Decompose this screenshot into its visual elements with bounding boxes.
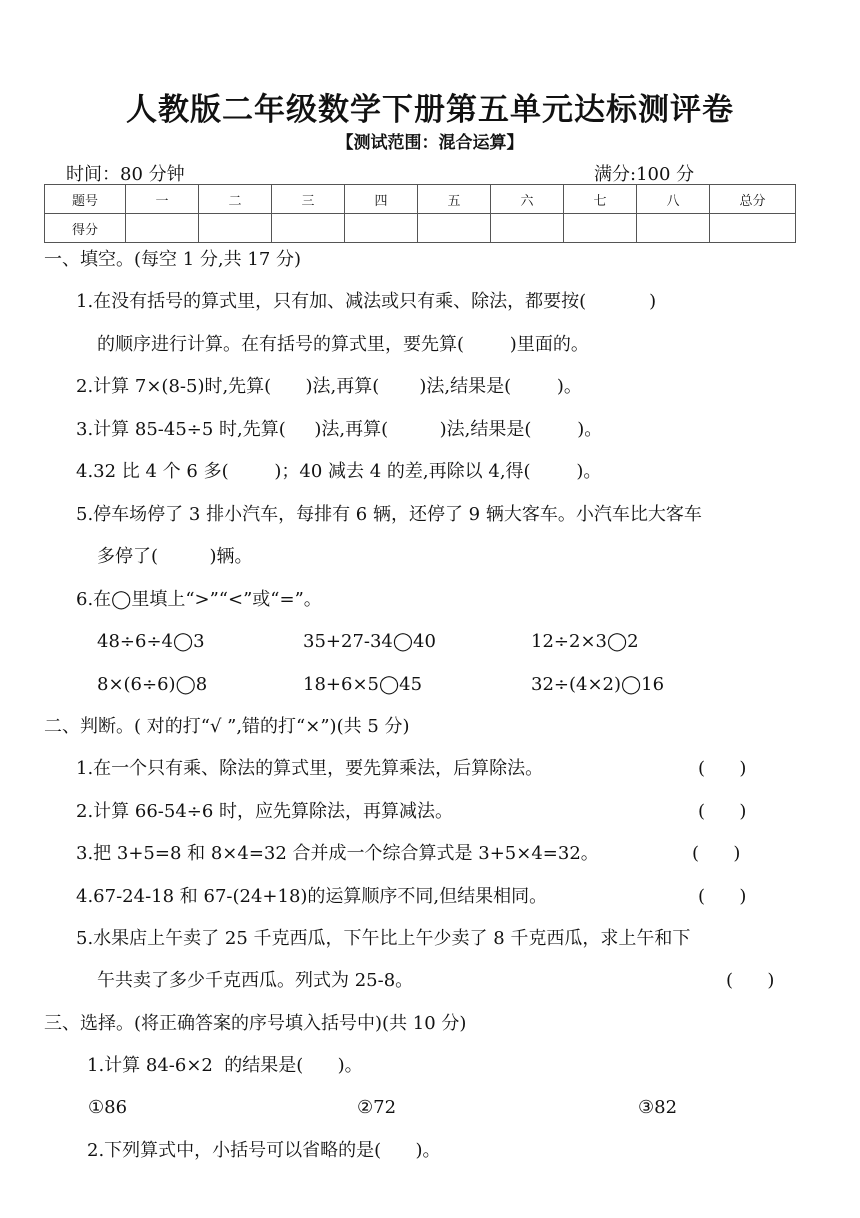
s2-question-1: 1.在一个只有乘、除法的算式里，要先算乘法，后算除法。 [76,758,544,779]
answer-paren[interactable]: ( ) [698,886,747,907]
s2-question-3: 3.把 3+5=8 和 8×4=32 合并成一个综合算式是 3+5×4=32。 [76,843,599,864]
s2-question-4: 4.67-24-18 和 67-(24+18)的运算顺序不同,但结果相同。 [76,886,548,907]
score-row-label: 得分 [45,214,126,243]
score-input-cell[interactable] [345,214,418,243]
section1-heading: 一、填空。(每空 1 分,共 17 分) [44,249,302,270]
score-input-cell[interactable] [272,214,345,243]
section2-heading: 二、判断。( 对的打“√ ”,错的打“×”)(共 5 分) [44,716,410,737]
option-2[interactable]: ②72 [357,1097,397,1118]
score-input-cell[interactable] [418,214,491,243]
s1-question-3: 3.计算 85-45÷5 时,先算( )法,再算( )法,结果是( )。 [76,419,603,440]
table-header-cell: 五 [418,185,491,214]
s1-question-4: 4.32 比 4 个 6 多( )；40 减去 4 的差,再除以 4,得( )。 [76,461,602,482]
s1-question-5-cont: 多停了( )辆。 [97,546,253,567]
table-header-cell: 七 [564,185,637,214]
s2-question-5-cont: 午共卖了多少千克西瓜。列式为 25-8。 [97,970,414,991]
compare-item: 35+27-34◯40 [303,631,436,652]
compare-item: 12÷2×3◯2 [531,631,639,652]
table-header-cell: 六 [491,185,564,214]
table-header-cell: 总分 [710,185,796,214]
score-input-cell[interactable] [564,214,637,243]
time-label: 时间：80 分钟 [66,164,185,185]
score-table-header-row [45,185,796,214]
score-table-score-row [45,214,796,243]
table-header-cell: 八 [637,185,710,214]
compare-item: 18+6×5◯45 [303,674,423,695]
table-header-cell: 三 [272,185,345,214]
compare-item: 32÷(4×2)◯16 [531,674,665,695]
table-header-cell: 题号 [45,185,126,214]
table-header-cell: 二 [199,185,272,214]
compare-item: 48÷6÷4◯3 [97,631,205,652]
test-scope-subtitle: 【测试范围：混合运算】 [336,133,524,153]
s1-question-5: 5.停车场停了 3 排小汽车，每排有 6 辆，还停了 9 辆大客车。小汽车比大客车 [76,504,702,525]
answer-paren[interactable]: ( ) [698,801,747,822]
score-input-cell[interactable] [199,214,272,243]
s1-question-1: 1.在没有括号的算式里，只有加、减法或只有乘、除法，都要按( ) [76,291,657,312]
score-input-cell[interactable] [491,214,564,243]
page-title: 人教版二年级数学下册第五单元达标测评卷 [126,92,734,128]
answer-paren[interactable]: ( ) [698,758,747,779]
table-header-cell: 四 [345,185,418,214]
s3-question-2: 2.下列算式中，小括号可以省略的是( )。 [87,1140,441,1161]
s1-question-2: 2.计算 7×(8-5)时,先算( )法,再算( )法,结果是( )。 [76,376,582,397]
compare-item: 8×(6÷6)◯8 [97,674,208,695]
s2-question-2: 2.计算 66-54÷6 时，应先算除法，再算减法。 [76,801,454,822]
answer-paren[interactable]: ( ) [692,843,741,864]
s2-question-5: 5.水果店上午卖了 25 千克西瓜，下午比上午少卖了 8 千克西瓜，求上午和下 [76,928,691,949]
score-input-cell[interactable] [126,214,199,243]
s1-question-1-cont: 的顺序进行计算。在有括号的算式里，要先算( )里面的。 [97,334,589,355]
s1-question-6: 6.在◯里填上“>”“<”或“=”。 [76,589,322,610]
answer-paren[interactable]: ( ) [726,970,775,991]
full-score-label: 满分:100 分 [594,164,695,185]
section3-heading: 三、选择。(将正确答案的序号填入括号中)(共 10 分) [44,1013,467,1034]
table-header-cell: 一 [126,185,199,214]
option-3[interactable]: ③82 [638,1097,678,1118]
score-input-cell[interactable] [710,214,796,243]
option-1[interactable]: ①86 [88,1097,128,1118]
score-input-cell[interactable] [637,214,710,243]
s3-question-1: 1.计算 84-6×2 的结果是( )。 [87,1055,363,1076]
score-table [44,184,796,243]
